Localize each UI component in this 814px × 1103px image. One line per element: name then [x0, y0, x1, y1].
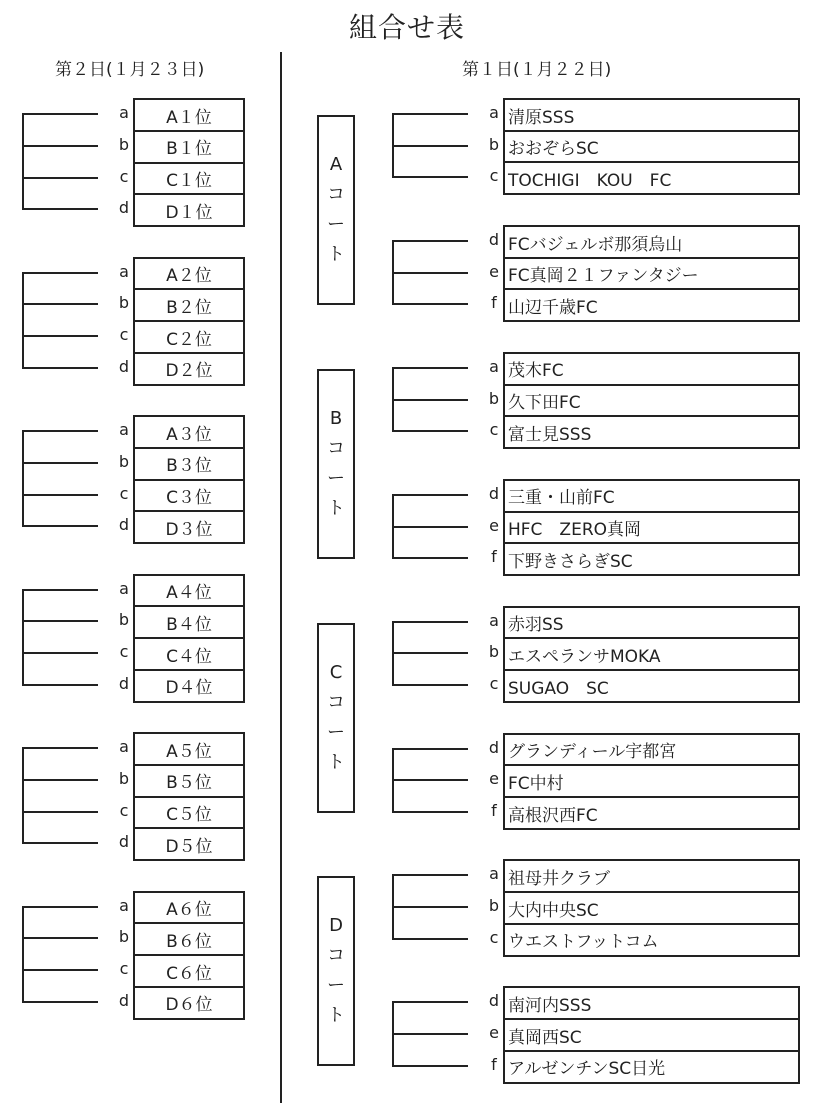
rank-slot: B６位 — [133, 922, 245, 956]
bracket-line — [392, 1001, 394, 1066]
bracket-line — [392, 779, 468, 781]
bracket-line — [392, 684, 468, 686]
team-name: FCバジェルボ那須烏山 — [503, 225, 800, 259]
team-name: 南河内SSS — [503, 986, 800, 1020]
team-letter: a — [489, 610, 499, 630]
team-letter: c — [489, 166, 499, 186]
page-title: 組合せ表 — [348, 11, 465, 44]
bracket-line — [22, 113, 98, 115]
center-divider — [280, 52, 282, 1103]
court-label — [317, 876, 355, 1066]
rank-slot: C６位 — [133, 954, 245, 988]
team-name: FC真岡２１ファンタジー — [503, 257, 800, 291]
bracket-line — [392, 113, 468, 115]
slot-letter: c — [119, 483, 129, 503]
rank-slot: D６位 — [133, 986, 245, 1020]
team-name: 久下田FC — [503, 384, 800, 418]
day1-header: 第１日(１月２２日) — [462, 60, 612, 80]
bracket-line — [22, 652, 98, 654]
rank-slot: A２位 — [133, 257, 245, 291]
bracket-line — [392, 113, 394, 178]
bracket-line — [22, 1001, 98, 1003]
slot-letter: b — [118, 134, 130, 154]
bracket-line — [392, 557, 468, 559]
slot-letter: d — [118, 673, 130, 693]
bracket-line — [392, 272, 468, 274]
team-letter: a — [489, 864, 499, 884]
bracket-line — [392, 494, 468, 496]
rank-slot: D２位 — [133, 352, 245, 386]
bracket-line — [392, 494, 394, 559]
bracket-line — [392, 621, 468, 623]
team-name: ウエストフットコム — [503, 923, 800, 957]
bracket-line — [392, 621, 394, 686]
bracket-line — [392, 367, 468, 369]
bracket-line — [392, 874, 468, 876]
bracket-line — [22, 747, 24, 844]
bracket-line — [392, 430, 468, 432]
bracket-line — [392, 303, 468, 305]
bracket-line — [22, 335, 98, 337]
slot-letter: a — [119, 895, 129, 915]
bracket-line — [22, 589, 24, 686]
bracket-line — [22, 747, 98, 749]
court-label-char: B — [329, 407, 343, 429]
team-letter: f — [491, 801, 497, 820]
rank-slot: D４位 — [133, 669, 245, 703]
bracket-line — [22, 430, 24, 527]
slot-letter: a — [119, 420, 129, 439]
slot-letter: c — [119, 642, 129, 662]
team-name: FC中村 — [503, 764, 800, 798]
rank-slot: A５位 — [133, 732, 245, 766]
bracket-line — [392, 145, 468, 147]
bracket-line — [392, 938, 468, 940]
rank-slot: D５位 — [133, 827, 245, 861]
slot-letter: c — [119, 325, 129, 345]
court-label-char: D — [329, 915, 343, 937]
court-label-char: コ — [327, 945, 345, 967]
rank-slot: B２位 — [133, 288, 245, 322]
bracket-line — [22, 684, 98, 686]
team-letter: c — [489, 674, 499, 693]
bracket-line — [22, 272, 98, 274]
bracket-line — [392, 367, 394, 432]
bracket-line — [22, 208, 98, 210]
team-name: 赤羽SS — [503, 606, 800, 640]
slot-letter: b — [118, 610, 130, 630]
bracket-line — [392, 811, 468, 813]
team-letter: d — [488, 483, 500, 503]
court-label-char: ト — [327, 497, 345, 519]
bracket-line — [22, 842, 98, 844]
team-letter: f — [491, 547, 497, 567]
team-name: おおぞらSC — [503, 130, 800, 164]
slot-letter: b — [118, 768, 130, 788]
bracket-line — [392, 176, 468, 178]
team-name: 祖母井クラブ — [503, 859, 800, 893]
team-letter: d — [488, 230, 500, 249]
team-letter: b — [488, 134, 500, 154]
team-letter: b — [488, 642, 500, 662]
team-name: 三重・山前FC — [503, 479, 800, 513]
rank-slot: D３位 — [133, 510, 245, 544]
team-name: エスペランサMOKA — [503, 637, 800, 671]
team-name: 下野きさらぎSC — [503, 542, 800, 576]
rank-slot: A１位 — [133, 98, 245, 132]
bracket-line — [22, 177, 98, 179]
slot-letter: d — [118, 515, 130, 535]
team-name: TOCHIGI KOU FC — [503, 161, 800, 195]
court-label-char: コ — [327, 437, 345, 459]
court-label-char: ー — [327, 214, 345, 235]
team-letter: b — [488, 896, 500, 916]
day2-header: 第２日(１月２３日) — [55, 60, 205, 80]
bracket-line — [392, 1065, 468, 1067]
court-label-char: ト — [327, 751, 345, 773]
bracket-line — [392, 1033, 468, 1035]
team-letter: c — [489, 927, 499, 947]
slot-letter: d — [118, 356, 130, 376]
bracket-line — [392, 652, 468, 654]
bracket-line — [22, 462, 98, 464]
slot-letter: b — [118, 451, 130, 471]
rank-slot: A６位 — [133, 891, 245, 925]
slot-letter: a — [119, 578, 129, 598]
slot-letter: b — [118, 293, 130, 313]
bracket-line — [392, 874, 394, 939]
court-label — [317, 623, 355, 813]
court-label-char: ー — [327, 721, 345, 743]
bracket-line — [22, 272, 24, 369]
bracket-line — [22, 589, 98, 591]
team-name: グランディール宇都宮 — [503, 733, 800, 767]
rank-slot: C２位 — [133, 320, 245, 354]
team-letter: b — [488, 388, 500, 408]
slot-letter: b — [118, 927, 130, 947]
bracket-line — [392, 748, 468, 750]
rank-slot: A４位 — [133, 574, 245, 608]
team-name: 真岡西SC — [503, 1018, 800, 1052]
bracket-line — [22, 906, 24, 1003]
rank-slot: C５位 — [133, 796, 245, 830]
bracket-line — [392, 240, 468, 242]
bracket-line — [22, 525, 98, 527]
slot-letter: a — [119, 261, 129, 281]
team-name: 茂木FC — [503, 352, 800, 386]
slot-letter: c — [119, 166, 129, 186]
rank-slot: B３位 — [133, 447, 245, 481]
court-label-char: A — [329, 154, 343, 175]
team-name: 高根沢西FC — [503, 796, 800, 830]
slot-letter: a — [119, 103, 129, 122]
rank-slot: C４位 — [133, 637, 245, 671]
bracket-line — [392, 748, 394, 813]
bracket-line — [22, 969, 98, 971]
team-letter: e — [489, 1023, 499, 1043]
team-letter: e — [489, 261, 499, 281]
bracket-line — [22, 937, 98, 939]
bracket-line — [22, 430, 98, 432]
bracket-line — [392, 1001, 468, 1003]
team-letter: a — [489, 356, 499, 376]
rank-slot: B４位 — [133, 605, 245, 639]
team-name: HFC ZERO真岡 — [503, 511, 800, 545]
bracket-line — [22, 494, 98, 496]
bracket-line — [22, 811, 98, 813]
rank-slot: B５位 — [133, 764, 245, 798]
bracket-line — [22, 145, 98, 147]
bracket-line — [22, 906, 98, 908]
rank-slot: D１位 — [133, 193, 245, 227]
slot-letter: a — [119, 737, 129, 756]
slot-letter: d — [118, 832, 130, 852]
court-label-char: ー — [327, 975, 345, 997]
bracket-line — [22, 367, 98, 369]
bracket-line — [392, 526, 468, 528]
court-label — [317, 369, 355, 559]
court-label-char: ト — [327, 244, 345, 265]
court-label-char: C — [329, 661, 343, 683]
slot-letter: c — [119, 959, 129, 979]
court-label-char: コ — [327, 184, 345, 205]
court-label-char: ト — [327, 1005, 345, 1027]
court-label — [317, 115, 355, 305]
team-letter: d — [488, 991, 500, 1011]
bracket-line — [392, 240, 394, 305]
rank-slot: C３位 — [133, 479, 245, 513]
slot-letter: c — [119, 800, 129, 820]
bracket-line — [392, 399, 468, 401]
court-label-char: コ — [327, 691, 345, 713]
rank-slot: C１位 — [133, 162, 245, 196]
bracket-line — [22, 779, 98, 781]
bracket-line — [22, 303, 98, 305]
team-name: 清原SSS — [503, 98, 800, 132]
court-label-char: ー — [327, 467, 345, 489]
rank-slot: A３位 — [133, 415, 245, 449]
team-name: 山辺千歳FC — [503, 288, 800, 322]
bracket-line — [22, 620, 98, 622]
team-name: 富士見SSS — [503, 415, 800, 449]
slot-letter: d — [118, 198, 130, 218]
team-name: SUGAO SC — [503, 669, 800, 703]
team-letter: f — [491, 1054, 497, 1074]
bracket-line — [392, 906, 468, 908]
bracket-line — [22, 113, 24, 210]
team-letter: a — [489, 103, 499, 122]
team-name: 大内中央SC — [503, 891, 800, 925]
slot-letter: d — [118, 990, 130, 1010]
rank-slot: B１位 — [133, 130, 245, 164]
team-letter: d — [488, 737, 500, 757]
team-letter: e — [489, 515, 499, 535]
team-name: アルゼンチンSC日光 — [503, 1050, 800, 1084]
team-letter: f — [491, 293, 497, 313]
team-letter: e — [489, 769, 499, 789]
team-letter: c — [489, 420, 499, 440]
